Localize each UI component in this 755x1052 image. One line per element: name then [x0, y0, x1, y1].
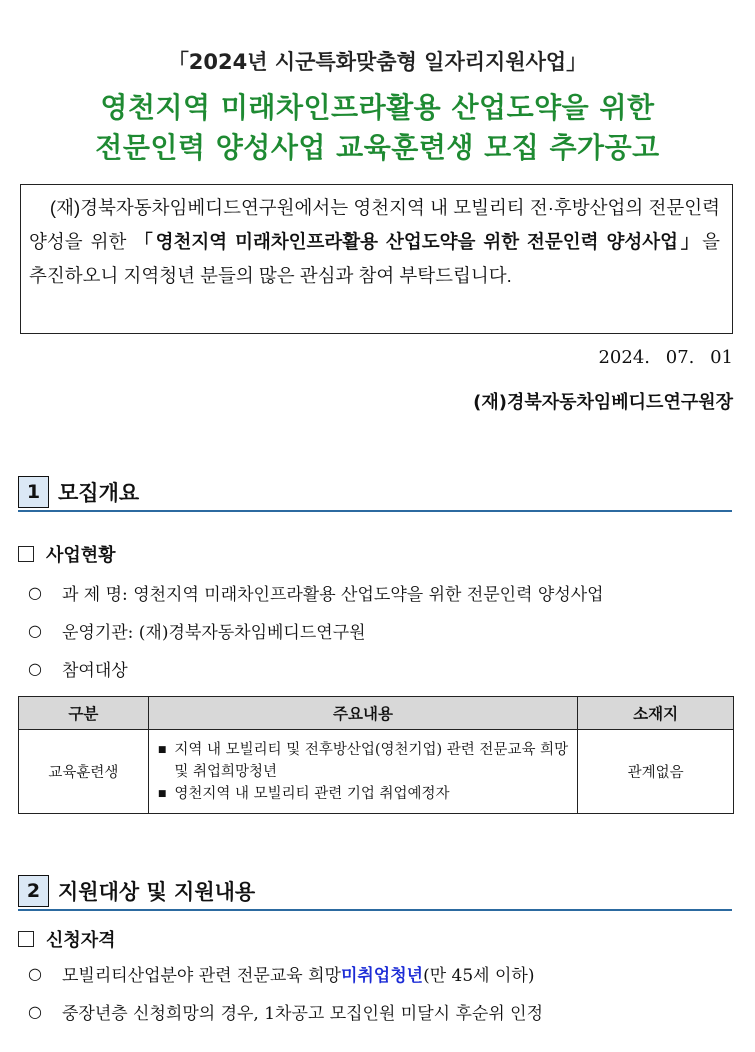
subheading-label: 사업현황 — [46, 545, 116, 566]
section-number: 2 — [18, 875, 49, 907]
item-text: (만 45세 이하) — [423, 966, 535, 986]
table-header: 주요내용 — [148, 697, 577, 730]
list-item — [28, 656, 128, 681]
list-item — [158, 739, 568, 783]
item-value: (재)경북자동차임베디드연구원 — [138, 623, 366, 643]
notice-subtitle: 「2024년 시군특화맞춤형 일자리지원사업」 — [167, 50, 588, 74]
table-cell-contents — [148, 730, 577, 814]
table-row — [19, 730, 734, 814]
section-number: 1 — [18, 476, 49, 508]
item-text: 중장년층 신청희망의 경우, 1차공고 모집인원 미달시 후순위 인정 — [61, 1004, 543, 1024]
notice-title — [0, 88, 755, 168]
content-text: 영천지역 내 모빌리티 관련 기업 취업예정자 — [174, 785, 450, 802]
item-value: 영천지역 미래차인프라활용 산업도약을 위한 전문인력 양성사업 — [133, 585, 604, 605]
circle-bullet-icon: ○ — [28, 964, 42, 983]
item-key: 참여대상 — [61, 661, 128, 681]
intro-project-name: 「영천지역 미래차인프라활용 산업도약을 위한 전문인력 양성사업」 — [134, 231, 703, 252]
list-item — [28, 999, 543, 1024]
checkbox-square-icon — [18, 546, 34, 562]
list-item — [158, 783, 568, 805]
list-item — [28, 961, 534, 986]
checkbox-square-icon — [18, 931, 34, 947]
section-title: 모집개요 — [58, 481, 140, 505]
intro-text-2: 을 추진하오니 지역청년 분들의 많은 관심과 참여 부탁드립니다. — [29, 231, 720, 286]
section-2-header — [18, 873, 732, 911]
item-key: 과 제 명: — [61, 585, 128, 605]
highlight-text: 미취업청년 — [340, 966, 424, 986]
section-1-header — [18, 474, 732, 512]
intro-text-1: (재)경북자동차임베디드연구원에서는 영천지역 내 모빌리티 전·후방산업의 전문인력 양성을 위한 — [29, 197, 721, 252]
item-key: 운영기관: — [61, 623, 134, 643]
square-bullet-icon: ■ — [157, 744, 167, 755]
subheading-label: 신청자격 — [46, 930, 116, 951]
intro-box — [20, 184, 733, 334]
item-text: 모빌리티산업분야 관련 전문교육 희망 — [61, 966, 341, 986]
title-line-1: 영천지역 미래차인프라활용 산업도약을 위한 — [100, 91, 655, 124]
square-bullet-icon: ■ — [157, 788, 167, 799]
table-header: 소재지 — [578, 697, 734, 730]
list-item — [28, 618, 366, 643]
title-line-2: 전문인력 양성사업 교육훈련생 모집 추가공고 — [95, 131, 660, 164]
circle-bullet-icon: ○ — [28, 1002, 42, 1021]
content-text: 지역 내 모빌리티 및 전후방산업(영천기업) 관련 전문교육 희망 및 취업희망청년 — [174, 741, 569, 780]
table-cell-category: 교육훈련생 — [19, 730, 149, 814]
subheading-business-status — [18, 541, 116, 567]
circle-bullet-icon: ○ — [28, 621, 42, 640]
participant-table — [18, 696, 734, 814]
circle-bullet-icon: ○ — [28, 583, 42, 602]
circle-bullet-icon: ○ — [28, 659, 42, 678]
table-header-row — [19, 697, 734, 730]
list-item — [28, 580, 604, 605]
notice-date: 2024. 07. 01 — [598, 347, 733, 368]
issuing-organization: (재)경북자동차임베디드연구원장 — [473, 392, 733, 413]
subheading-eligibility — [18, 926, 116, 952]
table-cell-location: 관계없음 — [578, 730, 734, 814]
table-header: 구분 — [19, 697, 149, 730]
section-title: 지원대상 및 지원내용 — [58, 880, 256, 904]
